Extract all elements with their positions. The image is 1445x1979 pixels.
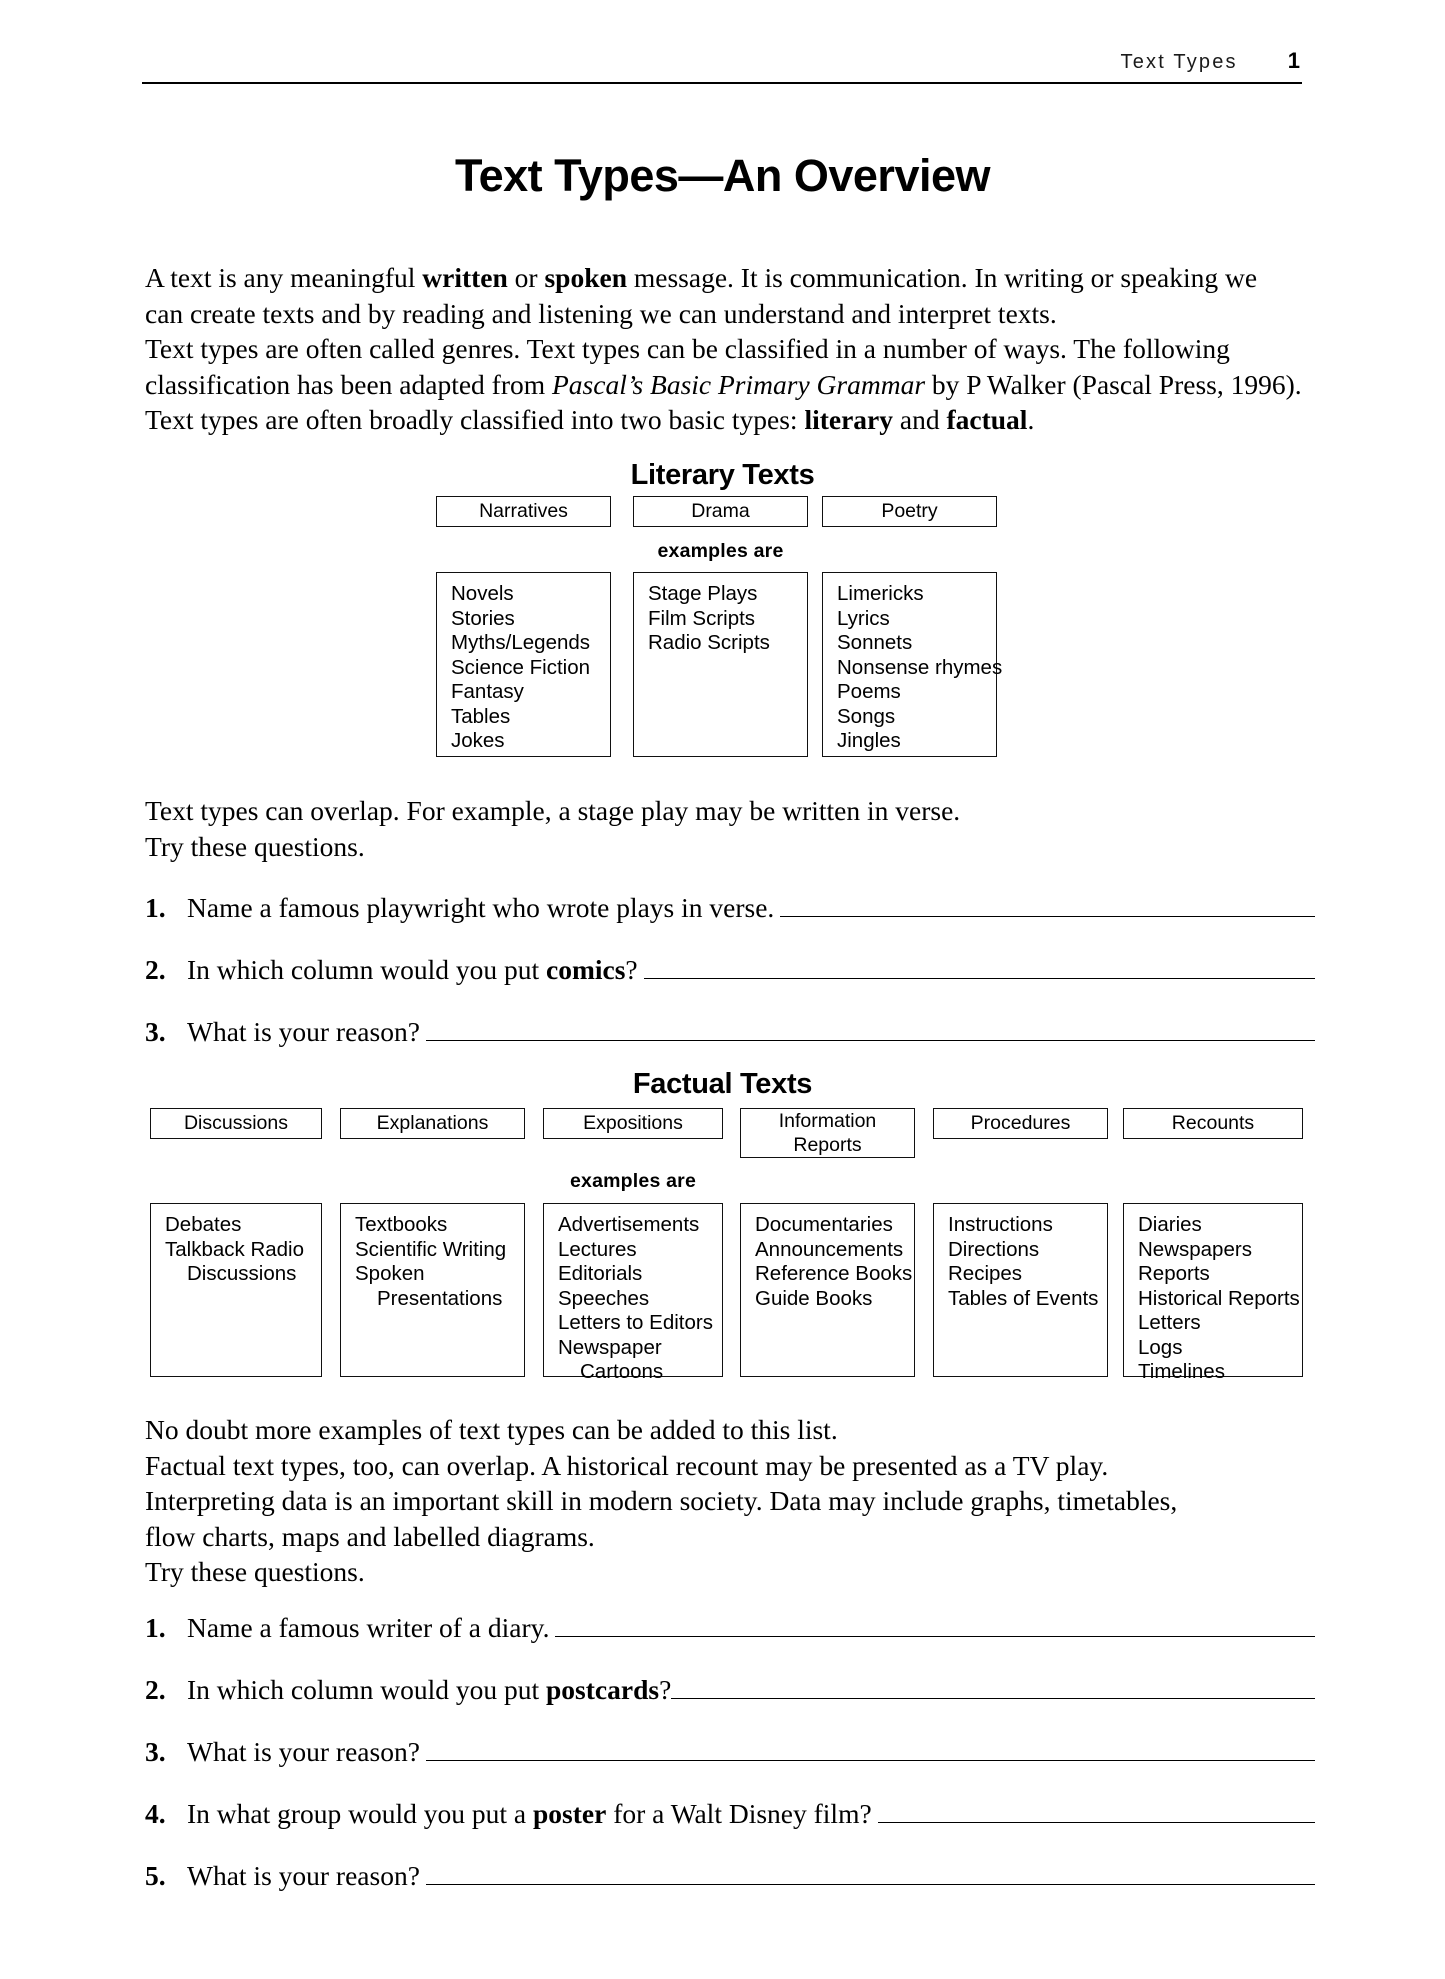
list-item: Stories — [451, 606, 515, 630]
factual-note-line-1: No doubt more examples of text types can be added to this list. — [145, 1414, 838, 1445]
list-item: Scientific Writing — [355, 1237, 507, 1261]
literary-examples-drama — [633, 572, 808, 757]
list-item: Timelines — [1138, 1360, 1225, 1383]
answer-line[interactable] — [555, 1610, 1315, 1637]
list-item: Tables of Events — [948, 1286, 1099, 1310]
intro-bold-factual: factual — [946, 404, 1028, 435]
question-number: 3. — [145, 1016, 166, 1047]
question-text-pre: In which column would you put — [187, 954, 546, 985]
question-keyword: comics — [546, 954, 626, 985]
intro-text: by P Walker (Pascal Press, 1996). — [925, 368, 1302, 400]
list-item: Science Fiction — [451, 655, 591, 679]
answer-line[interactable] — [426, 1014, 1315, 1041]
question-text-post: ? — [625, 954, 638, 985]
list-item: Directions — [948, 1237, 1040, 1261]
literary-category-poetry — [822, 496, 997, 527]
factual-question-list — [145, 1610, 1315, 1920]
intro-line-2: can create texts and by reading and listening we can understand and interpret texts. — [145, 297, 1057, 329]
question-text-pre: In what group would you put a — [187, 1798, 533, 1829]
list-item: Presentations — [377, 1286, 503, 1310]
list-item: Recipes — [948, 1262, 1023, 1285]
list-item: Cartoons — [580, 1360, 664, 1383]
question-text: What is your reason? — [187, 1016, 420, 1047]
list-item: Newspaper — [558, 1335, 662, 1359]
question-text: Name a famous writer of a diary. — [187, 1612, 550, 1643]
question-text — [187, 1797, 872, 1831]
list-item: Sonnets — [837, 631, 913, 654]
question-number: 5. — [145, 1860, 166, 1891]
list-item: Fantasy — [451, 680, 524, 703]
question-text — [187, 953, 638, 987]
intro-paragraphs — [145, 260, 1310, 438]
list-item: Letters to Editors — [558, 1311, 713, 1334]
list-item: Reports — [1138, 1262, 1210, 1285]
factual-note-line-5: Try these questions. — [145, 1556, 365, 1587]
factual-examples-information-reports — [740, 1203, 915, 1377]
factual-category-recounts — [1123, 1108, 1303, 1139]
question-keyword: postcards — [546, 1674, 660, 1705]
intro-text: . — [1027, 404, 1035, 435]
list-item: Historical Reports — [1138, 1286, 1300, 1310]
question-number: 4. — [145, 1798, 166, 1829]
question-row — [145, 1014, 1315, 1049]
question-row — [145, 1672, 1315, 1707]
list-item: Reference Books — [755, 1262, 913, 1285]
factual-note-line-4: flow charts, maps and labelled diagrams. — [145, 1520, 595, 1552]
category-label: Poetry — [881, 500, 938, 522]
running-header — [142, 48, 1302, 92]
category-label: Procedures — [970, 1112, 1071, 1134]
category-label: Recounts — [1171, 1112, 1255, 1134]
question-number: 1. — [145, 892, 166, 923]
question-number: 2. — [145, 1674, 166, 1705]
header-divider — [142, 82, 1302, 84]
factual-note-line-2: Factual text types, too, can overlap. A historical recount may be presented as a TV play. — [145, 1449, 1109, 1481]
list-item: Debates — [165, 1213, 242, 1236]
list-item: Limericks — [837, 582, 924, 605]
list-item: Myths/Legends — [451, 631, 591, 654]
overlap-note — [145, 793, 1310, 864]
answer-line[interactable] — [671, 1672, 1315, 1699]
list-item: Advertisements — [558, 1213, 700, 1236]
book-title: Pascal’s Basic Primary Grammar — [552, 368, 926, 400]
list-item: Editorials — [558, 1262, 643, 1285]
question-row — [145, 890, 1315, 925]
intro-text: classification has been adapted from — [145, 368, 552, 400]
factual-examples-discussions — [150, 1203, 322, 1377]
list-item: Talkback Radio — [165, 1237, 305, 1261]
list-item: Film Scripts — [648, 606, 756, 630]
intro-line-3: Text types are often called genres. Text types can be classified in a number of ways. The following — [145, 333, 1230, 364]
list-item: Discussions — [187, 1262, 297, 1285]
list-item: Textbooks — [355, 1213, 448, 1236]
question-number: 1. — [145, 1612, 166, 1643]
question-number: 3. — [145, 1736, 166, 1767]
page-number: 1 — [1287, 48, 1300, 73]
intro-bold-literary: literary — [804, 404, 893, 435]
category-label: Narratives — [479, 500, 568, 522]
category-label: Information Reports — [778, 1110, 877, 1156]
intro-text: A text is any meaningful — [145, 262, 423, 293]
answer-line[interactable] — [878, 1796, 1315, 1823]
literary-texts-heading: Literary Texts — [630, 459, 815, 491]
list-item: Tables — [451, 704, 511, 728]
answer-line[interactable] — [426, 1734, 1315, 1761]
overlap-line-2: Try these questions. — [145, 830, 365, 862]
literary-category-drama — [633, 496, 808, 527]
question-text: Name a famous playwright who wrote plays in verse. — [187, 892, 775, 923]
overlap-line-1: Text types can overlap. For example, a stage play may be written in verse. — [145, 795, 961, 826]
category-label: Expositions — [583, 1112, 683, 1134]
factual-category-information-reports — [740, 1108, 915, 1158]
factual-category-procedures — [933, 1108, 1108, 1139]
answer-line[interactable] — [780, 890, 1315, 917]
question-text-pre: In which column would you put — [187, 1674, 546, 1705]
category-label: Explanations — [376, 1112, 489, 1134]
list-item: Instructions — [948, 1213, 1053, 1236]
list-item: Stage Plays — [648, 582, 758, 605]
intro-text: Text types are often broadly classified into two basic types: — [145, 404, 805, 435]
answer-line[interactable] — [644, 952, 1315, 979]
question-text-post: for a Walt Disney film? — [606, 1798, 872, 1829]
list-item: Songs — [837, 704, 896, 728]
intro-line-1 — [145, 260, 1310, 296]
intro-line-5 — [145, 402, 1310, 438]
literary-examples-poetry — [822, 572, 1003, 757]
factual-category-expositions — [543, 1108, 723, 1139]
question-text — [187, 1673, 671, 1707]
intro-text: message. It is communication. In writing or speaking we — [627, 262, 1258, 293]
category-label: Discussions — [183, 1112, 289, 1134]
question-row — [145, 1858, 1315, 1893]
factual-examples-expositions — [543, 1203, 723, 1383]
header-title: Text Types — [1120, 51, 1238, 73]
intro-text: and — [893, 404, 947, 435]
factual-examples-are-label: examples are — [570, 1170, 696, 1192]
question-row — [145, 952, 1315, 987]
factual-examples-explanations — [340, 1203, 525, 1377]
literary-examples-are-label: examples are — [657, 540, 784, 562]
question-row — [145, 1796, 1315, 1831]
list-item: Diaries — [1138, 1213, 1202, 1236]
list-item: Documentaries — [755, 1213, 893, 1236]
factual-category-discussions — [150, 1108, 322, 1139]
list-item: Jokes — [451, 729, 505, 752]
factual-examples-recounts — [1123, 1203, 1303, 1383]
factual-note — [145, 1412, 1310, 1590]
intro-line-4 — [145, 367, 1310, 403]
literary-category-narratives — [436, 496, 611, 527]
page-title: Text Types—An Overview — [454, 150, 991, 201]
list-item: Radio Scripts — [648, 631, 770, 654]
list-item: Speeches — [558, 1286, 650, 1310]
literary-question-list — [145, 890, 1315, 1076]
question-text: What is your reason? — [187, 1860, 420, 1891]
list-item: Spoken — [355, 1262, 425, 1285]
question-number: 2. — [145, 954, 166, 985]
answer-line[interactable] — [426, 1858, 1315, 1885]
question-text: What is your reason? — [187, 1736, 420, 1767]
question-text-post: ? — [659, 1674, 672, 1705]
list-item: Newspapers — [1138, 1237, 1252, 1261]
factual-texts-heading: Factual Texts — [632, 1068, 813, 1100]
intro-text: or — [507, 262, 545, 293]
list-item: Logs — [1138, 1335, 1183, 1359]
list-item: Letters — [1138, 1311, 1201, 1334]
factual-examples-procedures — [933, 1203, 1108, 1377]
factual-category-explanations — [340, 1108, 525, 1139]
intro-bold-spoken: spoken — [544, 262, 627, 293]
list-item: Lectures — [558, 1237, 637, 1261]
list-item: Nonsense rhymes — [837, 655, 1003, 679]
question-keyword: poster — [533, 1798, 607, 1829]
list-item: Jingles — [837, 729, 901, 752]
factual-note-line-3: Interpreting data is an important skill in modern society. Data may include graphs, timetables, — [145, 1485, 1178, 1516]
list-item: Poems — [837, 680, 901, 703]
list-item: Lyrics — [837, 606, 890, 630]
list-item: Announcements — [755, 1237, 904, 1261]
list-item: Novels — [451, 582, 514, 605]
question-row — [145, 1734, 1315, 1769]
list-item: Guide Books — [755, 1286, 873, 1310]
intro-bold-written: written — [422, 262, 508, 293]
literary-examples-narratives — [436, 572, 611, 757]
question-row — [145, 1610, 1315, 1645]
category-label: Drama — [691, 500, 750, 522]
